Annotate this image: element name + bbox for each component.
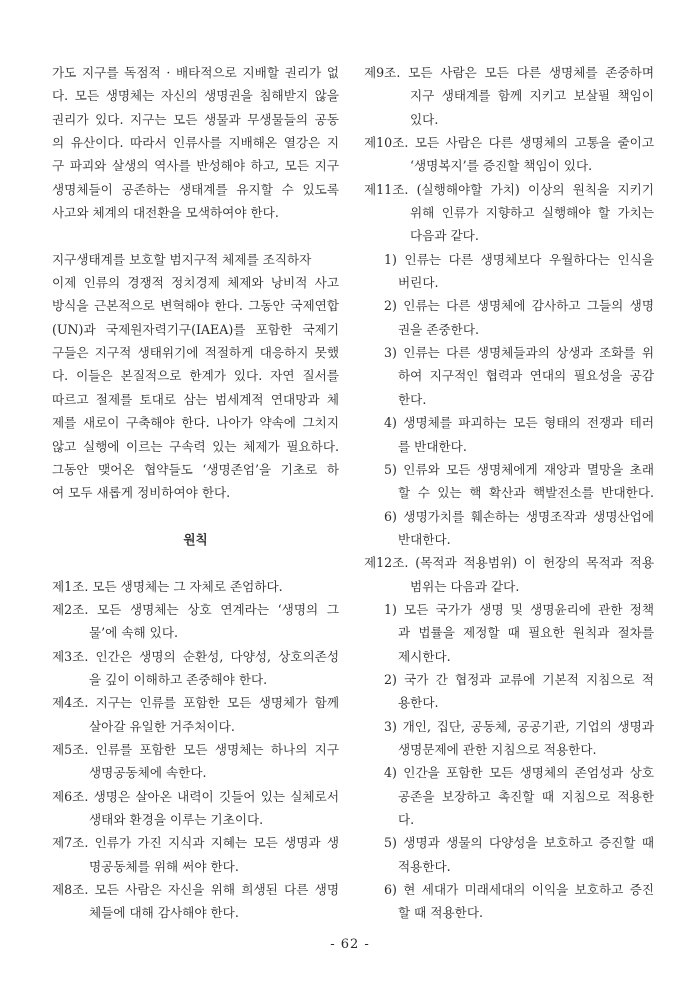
text-line: 다. 모든 생명체는 자신의 생명권을 침해받지 않을 xyxy=(52,88,339,104)
list-item-line: 3) 인류는 다른 생명체들과의 상생과 조화를 위 xyxy=(384,345,654,361)
list-item-line: 를 반대한다. xyxy=(398,438,467,454)
text-line: 구들은 지구적 생태위기에 적절하게 대응하지 못했 xyxy=(52,345,339,361)
article-9 xyxy=(364,61,654,131)
text-line: 사고와 체계의 대전환을 모색하여야 한다. xyxy=(52,205,279,221)
article-12-item-4 xyxy=(364,761,654,831)
text-line: 방식을 근본적으로 변혁해야 한다. 그동안 국제연합 xyxy=(52,298,339,314)
article-line: 생태와 환경을 이루는 기초이다. xyxy=(89,812,264,827)
article-line: 제11조. (실행해야할 가치) 이상의 원칙을 지키기 xyxy=(364,181,654,197)
text-line: 의 유산이다. 따라서 인류사를 지배해온 열강은 지 xyxy=(52,135,339,151)
article-11-item-6 xyxy=(364,505,654,552)
text-line: 다. 이들은 본질적으로 한계가 있다. 자연 질서를 xyxy=(52,368,339,384)
list-item-line: 5) 인류와 모든 생명체에게 재앙과 멸망을 초래 xyxy=(384,461,654,477)
article-11-item-1 xyxy=(364,248,654,295)
list-item-line: 할 때 적용한다. xyxy=(398,905,484,921)
article-line: 제4조. 지구는 인류를 포함한 모든 생명체가 함께 xyxy=(52,695,339,711)
article-8 xyxy=(52,878,339,925)
list-item-line: 6) 생명가치를 훼손하는 생명조작과 생명산업에 xyxy=(384,508,654,524)
article-line: 제12조. (목적과 적용범위) 이 헌장의 목적과 적용 xyxy=(364,555,654,571)
article-line: 제9조. 모든 사람은 모든 다른 생명체를 존중하며 xyxy=(364,65,654,80)
list-item-line: 과 법률을 제정할 때 필요한 원칙과 절차를 xyxy=(398,625,654,641)
article-12-item-3 xyxy=(364,715,654,762)
article-line: 제3조. 인간은 생명의 순환성, 다양성, 상호의존성 xyxy=(52,648,339,664)
article-line: 체들에 대해 감사해야 한다. xyxy=(89,905,239,921)
text-line: 생명체들이 공존하는 생태계를 유지할 수 있도록 xyxy=(52,181,339,197)
article-line: 위해 인류가 지향하고 실행해야 할 가치는 xyxy=(410,205,654,221)
article-10 xyxy=(364,131,654,178)
list-item-line: 2) 인류는 다른 생명체에 감사하고 그들의 생명 xyxy=(384,298,654,314)
article-11 xyxy=(364,178,654,248)
article-line: 제8조. 모든 사람은 자신을 위해 희생된 다른 생명 xyxy=(52,882,339,898)
article-line: 제5조. 인류를 포함한 모든 생명체는 하나의 지구 xyxy=(52,741,339,757)
list-item-line: 제시한다. xyxy=(398,648,451,664)
spacer xyxy=(52,551,339,574)
list-item-line: 4) 생명체를 파괴하는 모든 형태의 전쟁과 테러 xyxy=(384,415,654,431)
article-line: 을 깊이 이해하고 존중해야 한다. xyxy=(89,671,268,687)
article-12 xyxy=(364,551,654,598)
list-item-line: 반대한다. xyxy=(398,531,451,547)
text-line: (UN)과 국제원자력기구(IAEA)를 포함한 국제기 xyxy=(52,321,339,337)
article-line: 살아갈 유일한 거주처이다. xyxy=(89,718,235,734)
list-item-line: 4) 인간을 포함한 모든 생명체의 존엄성과 상호 xyxy=(384,765,654,781)
page-number: - 62 - xyxy=(330,937,370,952)
article-line: 다음과 같다. xyxy=(410,228,479,244)
intro-paragraph xyxy=(52,61,339,224)
article-6 xyxy=(52,785,339,832)
list-item-line: 하여 지구적인 협력과 연대의 필요성을 공감 xyxy=(398,368,654,384)
article-3 xyxy=(52,645,339,692)
article-line: ‘생명복지’를 증진할 책임이 있다. xyxy=(410,158,593,174)
principles-heading: 원칙 xyxy=(183,531,208,547)
right-column xyxy=(364,61,654,925)
article-line: 생명공동체에 속한다. xyxy=(89,765,207,781)
article-12-item-1 xyxy=(364,598,654,668)
article-line: 물’에 속해 있다. xyxy=(89,625,179,641)
list-item-line: 2) 국가 간 협정과 교류에 기본적 지침으로 적 xyxy=(384,671,654,687)
list-item-line: 3) 개인, 집단, 공동체, 공공기관, 기업의 생명과 xyxy=(384,718,654,734)
article-12-item-6 xyxy=(364,878,654,925)
article-line: 제10조. 모든 사람은 다른 생명체의 고통을 줄이고 xyxy=(364,135,654,151)
article-line: 제1조. 모든 생명체는 그 자체로 존엄하다. xyxy=(52,578,283,594)
article-line: 제6조. 생명은 살아온 내력이 깃들어 있는 실체로서 xyxy=(52,788,339,804)
spacer xyxy=(52,224,339,247)
text-line: 제를 새로이 구축해야 한다. 나아가 약속에 그치지 xyxy=(52,415,339,431)
section-subheading: 지구생태계를 보호할 범지구적 체제를 조직하자 xyxy=(52,251,312,267)
list-item-line: 다. xyxy=(398,812,415,827)
list-item-line: 권을 존중한다. xyxy=(398,321,479,337)
list-item-line: 적용한다. xyxy=(398,858,451,874)
article-12-item-5 xyxy=(364,831,654,878)
list-item-line: 할 수 있는 핵 확산과 핵발전소를 반대한다. xyxy=(398,485,654,501)
left-column xyxy=(52,61,339,925)
spacer xyxy=(52,505,339,528)
article-11-item-5 xyxy=(364,458,654,505)
text-line: 가도 지구를 독점적 · 배타적으로 지배할 권리가 없 xyxy=(52,65,339,80)
article-11-item-2 xyxy=(364,294,654,341)
text-line: 따르고 절제를 토대로 삼는 범세계적 연대망과 체 xyxy=(52,391,339,407)
list-item-line: 1) 모든 국가가 생명 및 생명윤리에 관한 정책 xyxy=(384,601,654,617)
text-line: 이제 인류의 경쟁적 정치경제 체제와 낭비적 사고 xyxy=(52,275,339,291)
text-line: 여 모두 새롭게 정비하여야 한다. xyxy=(52,485,231,501)
article-4 xyxy=(52,691,339,738)
list-item-line: 생명문제에 관한 지침으로 적용한다. xyxy=(398,741,597,757)
article-line: 제7조. 인류가 가진 지식과 지혜는 모든 생명과 생 xyxy=(52,835,339,851)
article-line: 있다. xyxy=(410,111,439,127)
list-item-line: 6) 현 세대가 미래세대의 이익을 보호하고 증진 xyxy=(384,882,654,898)
article-1 xyxy=(52,575,339,598)
list-item-line: 용한다. xyxy=(398,695,439,711)
article-line: 명공동체를 위해 써야 한다. xyxy=(89,858,239,874)
article-7 xyxy=(52,831,339,878)
text-line: 그동안 맺어온 협약들도 ‘생명존엄’을 기초로 하 xyxy=(52,461,339,477)
text-line: 구 파괴와 살생의 역사를 반성해야 하고, 모든 지구 xyxy=(52,158,339,174)
article-line: 범위는 다음과 같다. xyxy=(410,578,520,594)
list-item-line: 5) 생명과 생물의 다양성을 보호하고 증진할 때 xyxy=(384,835,654,851)
article-11-item-4 xyxy=(364,411,654,458)
list-item-line: 한다. xyxy=(398,391,427,407)
list-item-line: 버린다. xyxy=(398,275,439,291)
text-line: 권리가 있다. 지구는 모든 생물과 무생물들의 공동 xyxy=(52,111,339,127)
organize-paragraph xyxy=(52,248,339,505)
article-line: 지구 생태계를 함께 지키고 보살필 책임이 xyxy=(410,88,654,104)
list-item-line: 1) 인류는 다른 생명체보다 우월하다는 인식을 xyxy=(384,251,654,267)
article-line: 제2조. 모든 생명체는 상호 연계라는 ‘생명의 그 xyxy=(52,601,339,617)
article-12-item-2 xyxy=(364,668,654,715)
article-2 xyxy=(52,598,339,645)
article-11-item-3 xyxy=(364,341,654,411)
list-item-line: 공존을 보장하고 촉진할 때 지침으로 적용한 xyxy=(398,788,654,804)
text-line: 않고 실행에 이르는 구속력 있는 체제가 필요하다. xyxy=(52,438,339,454)
article-5 xyxy=(52,738,339,785)
